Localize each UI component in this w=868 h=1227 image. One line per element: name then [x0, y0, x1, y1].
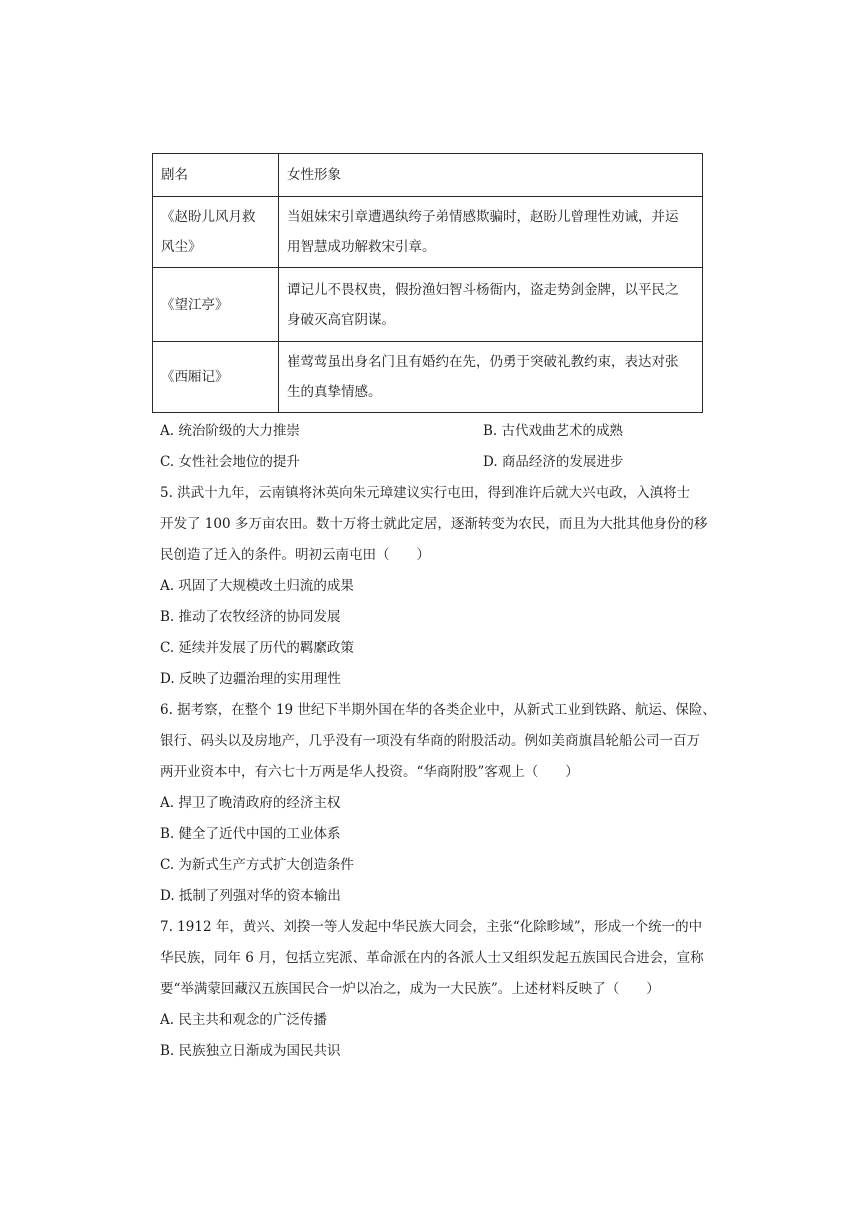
female-image-line: 身破灭高官阴谋。: [287, 311, 395, 328]
drama-female-image-table: [152, 153, 703, 413]
q7-stem-line: 华民族，同年 6 月，包括立宪派、革命派在内的各派人士又组织发起五族国民合进会，宣称: [160, 950, 704, 966]
drama-name-cell: [153, 197, 279, 268]
female-image-cell: [279, 342, 703, 413]
q4-option-a[interactable]: A. 统治阶级的大力推崇: [160, 423, 300, 439]
female-image-cell: [279, 268, 703, 342]
q4-option-c[interactable]: C. 女性社会地位的提升: [160, 454, 300, 470]
table-row: [153, 197, 703, 268]
q6-option-a[interactable]: A. 捍卫了晚清政府的经济主权: [160, 795, 341, 811]
q6-option-b[interactable]: B. 健全了近代中国的工业体系: [160, 826, 341, 842]
drama-name-line: 风尘》: [161, 239, 202, 255]
drama-name-cell: [153, 268, 279, 342]
q5-option-a[interactable]: A. 巩固了大规模改土归流的成果: [160, 578, 354, 594]
q7-stem-line: 要“举满蒙回藏汉五族国民合一炉以冶之，成为一大民族”。上述材料反映了（ ）: [160, 981, 660, 997]
q4-option-d[interactable]: D. 商品经济的发展进步: [483, 454, 624, 470]
drama-name-line: 《赵盼儿风月救: [161, 209, 256, 225]
q5-option-b[interactable]: B. 推动了农牧经济的协同发展: [160, 609, 341, 625]
table-header-row: [153, 154, 703, 197]
q6-option-c[interactable]: C. 为新式生产方式扩大创造条件: [160, 857, 354, 873]
q5-stem-line: 民创造了迁入的条件。明初云南屯田（ ）: [160, 547, 430, 563]
female-image-line: 谭记儿不畏权贵，假扮渔妇智斗杨衙内，盗走势剑金牌，以平民之: [287, 281, 679, 298]
drama-name-cell: [153, 342, 279, 413]
header-female-image: 女性形象: [279, 154, 703, 197]
q5-option-c[interactable]: C. 延续并发展了历代的羁縻政策: [160, 640, 354, 656]
female-image-line: 用智慧成功解救宋引章。: [287, 239, 436, 255]
table-row: [153, 342, 703, 413]
female-image-line: 崔莺莺虽出身名门且有婚约在先，仍勇于突破礼教约束，表达对张: [287, 354, 679, 370]
female-image-cell: [279, 197, 703, 268]
q5-option-d[interactable]: D. 反映了边疆治理的实用理性: [160, 671, 341, 687]
drama-name-line: 《西厢记》: [161, 369, 229, 385]
q5-stem-line: 开发了 100 多万亩农田。数十万将士就此定居，逐渐转变为农民，而且为大批其他身份的移: [160, 516, 708, 532]
q7-option-b[interactable]: B. 民族独立日渐成为国民共识: [160, 1043, 341, 1059]
q7-option-a[interactable]: A. 民主共和观念的广泛传播: [160, 1012, 327, 1028]
q6-stem-line: 银行、码头以及房地产，几乎没有一项没有华商的附股活动。例如美商旗昌轮船公司一百万: [160, 733, 700, 749]
q6-stem-line: 6. 据考察，在整个 19 世纪下半期外国在华的各类企业中，从新式工业到铁路、航运、保险、: [160, 702, 716, 718]
q4-option-b[interactable]: B. 古代戏曲艺术的成熟: [483, 423, 624, 439]
q6-stem-line: 两开业资本中，有六七十万两是华人投资。“华商附股”客观上（ ）: [160, 764, 579, 780]
drama-name-line: 《望江亭》: [161, 296, 229, 313]
q7-stem-line: 7. 1912 年，黄兴、刘揆一等人发起中华民族大同会，主张“化除畛域”，形成一个统一的中: [160, 919, 703, 935]
table-row: [153, 268, 703, 342]
female-image-line: 生的真挚情感。: [287, 384, 382, 400]
q6-option-d[interactable]: D. 抵制了列强对华的资本输出: [160, 888, 341, 904]
q5-stem-line: 5. 洪武十九年，云南镇将沐英向朱元璋建议实行屯田，得到准许后就大兴屯政，入滇将士: [160, 485, 691, 501]
header-drama-name: 剧名: [153, 154, 279, 197]
female-image-line: 当姐妹宋引章遭遇纨绔子弟情感欺骗时，赵盼儿曾理性劝诫，并运: [287, 209, 679, 225]
